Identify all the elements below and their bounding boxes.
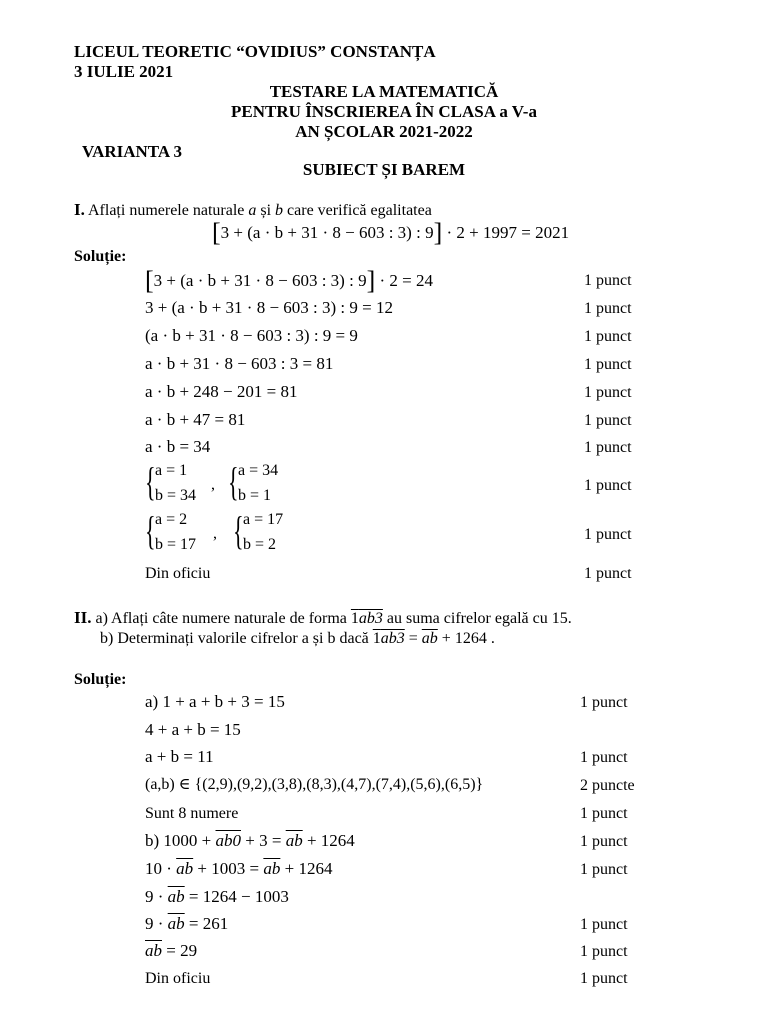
- p2-step-4: (a,b) ∈ {(2,9),(9,2),(3,8),(8,3),(4,7),(7,4),(5,6),(6,5)}: [145, 776, 484, 793]
- s7-ol2: $\overline{ab}$: [263, 859, 281, 878]
- p1-oficiu-points: 1 punct: [584, 565, 632, 582]
- p2-step-3: a + b = 11: [145, 747, 214, 766]
- problem-1-text-b: care verifică egalitatea: [287, 202, 432, 219]
- system-2-a2: a = 17: [243, 511, 284, 528]
- system-1-right: { a = 34 b = 1: [228, 459, 279, 504]
- p2-step-2: 4 + a + b = 15: [145, 720, 241, 739]
- system-2-left: { a = 2 b = 17: [145, 508, 197, 553]
- s7-tail: + 1264: [280, 859, 333, 878]
- p1-step-4: a · b + 31 · 8 − 603 : 3 = 81: [145, 354, 334, 373]
- solution-label-1: Soluție:: [74, 248, 127, 265]
- p2-step-5-points: 1 punct: [580, 805, 628, 822]
- p2-step-3-points: 1 punct: [580, 749, 628, 766]
- system-1-a2: a = 34: [238, 462, 279, 479]
- system-2-points: 1 punct: [584, 526, 632, 543]
- problem-1-text-a: Aflați numerele naturale: [88, 202, 245, 219]
- problem-2-number: II.: [74, 608, 92, 627]
- school-name: LICEUL TEORETIC “OVIDIUS” CONSTANȚA: [74, 42, 436, 61]
- system-2-a: a = 2: [155, 511, 188, 528]
- s7-pre: 10 ·: [145, 859, 177, 878]
- s7-mid: + 1003 =: [193, 859, 264, 878]
- p1-step-7: a · b = 34: [145, 437, 211, 456]
- p1-step-7-points: 1 punct: [584, 439, 632, 456]
- s10-ol1: $\overline{ab}$: [145, 941, 162, 960]
- problem-2-b-text: b) Determinați valorile cifrelor a și b dacă: [100, 630, 369, 647]
- p1-step-1: [3 + (a · b + 31 · 8 − 603 : 3) : 9] · 2 = 24: [145, 266, 433, 295]
- p2-oficiu: Din oficiu: [145, 970, 211, 987]
- p2-step-6-points: 1 punct: [580, 833, 628, 850]
- title-line-3: AN ȘCOLAR 2021-2022: [295, 122, 473, 141]
- p1-step-5: a · b + 248 − 201 = 81: [145, 382, 298, 401]
- problem-2-part-a: [74, 608, 572, 628]
- s9-ol1: $\overline{ab}$: [167, 914, 185, 933]
- s9-mid: = 261: [184, 914, 229, 933]
- problem-1-equation: [3 + (a · b + 31 · 8 − 603 : 3) : 9] · 2 + 1997 = 2021: [212, 218, 570, 247]
- system-2-right: { a = 17 b = 2: [233, 508, 284, 553]
- var-b: b: [275, 202, 284, 219]
- title-line-2: PENTRU ÎNSCRIEREA ÎN CLASA a V-a: [231, 102, 537, 121]
- problem-1-statement: [74, 200, 432, 220]
- problem-2-a-text: a) Aflați câte numere naturale de forma: [95, 610, 347, 627]
- s8-ol1: $\overline{ab}$: [167, 887, 185, 906]
- problem-2-part-b: [100, 630, 495, 648]
- p1-step-1-inner: 3 + (a · b + 31 · 8 − 603 : 3) : 9: [153, 271, 367, 290]
- p1-oficiu: Din oficiu: [145, 565, 211, 582]
- system-2-sep: ,: [213, 525, 217, 542]
- s7-ol1: $\overline{ab}$: [176, 859, 194, 878]
- equation-tail: · 2 + 1997 = 2021: [442, 223, 570, 242]
- subtitle: SUBIECT ȘI BAREM: [302, 160, 466, 179]
- p2-step-10: [145, 941, 197, 961]
- num-overline: ab3: [358, 610, 383, 627]
- solution-label-2: Soluție:: [74, 671, 127, 688]
- p2-step-4-points: 2 puncte: [580, 777, 635, 794]
- p1-step-3: (a · b + 31 · 8 − 603 : 3) : 9 = 9: [145, 326, 358, 345]
- system-1-b: b = 34: [155, 487, 197, 504]
- p1-step-2-points: 1 punct: [584, 300, 632, 317]
- exam-date: 3 IULIE 2021: [74, 62, 174, 81]
- p2-step-1-points: 1 punct: [580, 694, 628, 711]
- p1-step-4-points: 1 punct: [584, 356, 632, 373]
- system-1-points: 1 punct: [584, 477, 632, 494]
- num-prefix: 1: [350, 610, 359, 627]
- system-1-b2: b = 1: [238, 487, 272, 504]
- title-line-1: TESTARE LA MATEMATICĂ: [269, 82, 499, 101]
- s8-mid: = 1264 − 1003: [184, 887, 289, 906]
- system-1-sep: ,: [211, 476, 215, 493]
- s6-pre: b) 1000 +: [145, 831, 216, 850]
- p1-step-1-tail: · 2 = 24: [375, 271, 433, 290]
- s6-ol2: $\overline{ab}$: [285, 831, 303, 850]
- system-2-b: b = 17: [155, 536, 197, 553]
- system-1-left: { a = 1 b = 34: [145, 459, 197, 504]
- system-2-b2: b = 2: [243, 536, 277, 553]
- problem-2-a-number: [351, 610, 383, 627]
- s6-tail: + 1264: [302, 831, 355, 850]
- s9-pre: 9 ·: [145, 914, 168, 933]
- p1-step-5-points: 1 punct: [584, 384, 632, 401]
- p2-step-1: a) 1 + a + b + 3 = 15: [145, 692, 285, 711]
- p2-step-8: [145, 887, 289, 907]
- p2-step-10-points: 1 punct: [580, 943, 628, 960]
- eq-ab: $\overline{ab}$: [421, 630, 438, 647]
- p1-step-6-points: 1 punct: [584, 412, 632, 429]
- system-1-a: a = 1: [155, 462, 188, 479]
- problem-2-a-rest: au suma cifrelor egală cu 15.: [386, 610, 572, 627]
- s6-mid: + 3 =: [241, 831, 286, 850]
- eq-num: ab3: [380, 630, 405, 647]
- problem-1-number: I.: [74, 200, 85, 219]
- s10-mid: = 29: [162, 941, 198, 960]
- p1-step-3-points: 1 punct: [584, 328, 632, 345]
- p2-step-9: [145, 914, 228, 934]
- problem-2-b-eq: [373, 630, 495, 647]
- s8-pre: 9 ·: [145, 887, 168, 906]
- eq-mid: =: [404, 630, 422, 647]
- p2-step-7-points: 1 punct: [580, 861, 628, 878]
- p2-step-7: [145, 859, 332, 879]
- var-a: a: [248, 202, 257, 219]
- eq-tail: + 1264 .: [437, 630, 495, 647]
- conj-si: și: [260, 202, 272, 219]
- p2-step-5: Sunt 8 numere: [145, 805, 239, 822]
- p1-step-6: a · b + 47 = 81: [145, 410, 246, 429]
- variant-label: VARIANTA 3: [82, 142, 182, 161]
- eq-prefix: 1: [372, 630, 381, 647]
- p1-step-1-points: 1 punct: [584, 272, 632, 289]
- p2-step-6: [145, 831, 355, 851]
- p2-step-9-points: 1 punct: [580, 916, 628, 933]
- p1-step-2: 3 + (a · b + 31 · 8 − 603 : 3) : 9 = 12: [145, 298, 393, 317]
- p2-oficiu-points: 1 punct: [580, 970, 628, 987]
- s6-ol1: ab0: [215, 831, 241, 850]
- equation-inner: 3 + (a · b + 31 · 8 − 603 : 3) : 9: [220, 223, 434, 242]
